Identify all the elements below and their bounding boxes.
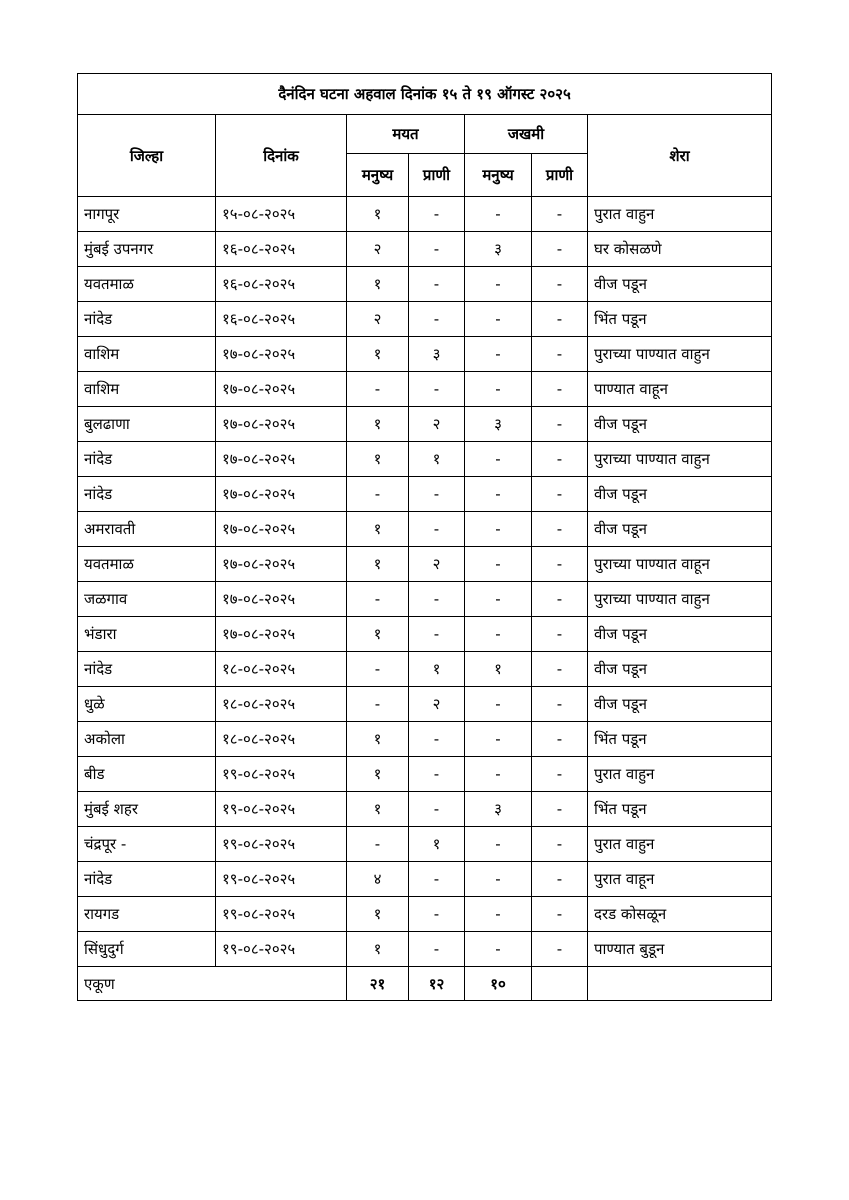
cell-death-human: १ — [347, 757, 409, 792]
cell-death-animal: १ — [409, 442, 465, 477]
cell-injured-animal: - — [532, 477, 588, 512]
table-row — [78, 862, 772, 897]
cell-death-animal: २ — [409, 407, 465, 442]
cell-remark: पुरात वाहून — [588, 862, 772, 897]
cell-injured-human: - — [465, 547, 532, 582]
cell-injured-human: १ — [465, 652, 532, 687]
cell-injured-animal: - — [532, 862, 588, 897]
cell-death-animal: - — [409, 267, 465, 302]
cell-injured-human: - — [465, 827, 532, 862]
cell-death-animal: ३ — [409, 337, 465, 372]
cell-death-animal: - — [409, 372, 465, 407]
cell-death-animal: - — [409, 582, 465, 617]
table-row — [78, 512, 772, 547]
cell-injured-animal: - — [532, 722, 588, 757]
cell-injured-animal: - — [532, 512, 588, 547]
table-row — [78, 302, 772, 337]
cell-death-human: - — [347, 372, 409, 407]
cell-injured-human: - — [465, 302, 532, 337]
cell-district: वाशिम — [78, 372, 216, 407]
cell-district: यवतमाळ — [78, 267, 216, 302]
cell-injured-human: - — [465, 442, 532, 477]
cell-death-human: १ — [347, 617, 409, 652]
header-remarks: शेरा — [588, 115, 772, 197]
cell-death-human: १ — [347, 407, 409, 442]
cell-death-human: ४ — [347, 862, 409, 897]
cell-death-animal: - — [409, 757, 465, 792]
cell-injured-animal: - — [532, 197, 588, 232]
cell-injured-animal: - — [532, 302, 588, 337]
cell-injured-human: - — [465, 372, 532, 407]
cell-district: रायगड — [78, 897, 216, 932]
cell-date: १७-०८-२०२५ — [216, 617, 347, 652]
cell-injured-human: - — [465, 512, 532, 547]
table-row — [78, 582, 772, 617]
cell-death-human: १ — [347, 547, 409, 582]
cell-remark: भिंत पडून — [588, 302, 772, 337]
header-deaths-human: मनुष्य — [347, 154, 409, 197]
table-row — [78, 792, 772, 827]
cell-injured-animal: - — [532, 652, 588, 687]
table-row — [78, 197, 772, 232]
cell-death-animal: - — [409, 862, 465, 897]
cell-death-animal: - — [409, 477, 465, 512]
cell-remark: भिंत पडून — [588, 792, 772, 827]
cell-death-animal: - — [409, 512, 465, 547]
cell-district: यवतमाळ — [78, 547, 216, 582]
table-row — [78, 827, 772, 862]
cell-remark: भिंत पडून — [588, 722, 772, 757]
cell-remark: पुराच्या पाण्यात वाहुन — [588, 442, 772, 477]
cell-death-human: - — [347, 582, 409, 617]
cell-remark: वीज पडून — [588, 652, 772, 687]
cell-death-animal: - — [409, 897, 465, 932]
header-injured-animal: प्राणी — [532, 154, 588, 197]
cell-date: १९-०८-२०२५ — [216, 827, 347, 862]
cell-district: नांदेड — [78, 302, 216, 337]
cell-death-human: - — [347, 652, 409, 687]
cell-district: नांदेड — [78, 652, 216, 687]
cell-date: १९-०८-२०२५ — [216, 897, 347, 932]
cell-injured-animal: - — [532, 757, 588, 792]
table-row — [78, 617, 772, 652]
table-row — [78, 232, 772, 267]
cell-death-animal: - — [409, 932, 465, 967]
cell-injured-animal: - — [532, 267, 588, 302]
cell-remark: पुरात वाहुन — [588, 197, 772, 232]
cell-injured-animal: - — [532, 897, 588, 932]
cell-death-animal: - — [409, 792, 465, 827]
table-row — [78, 372, 772, 407]
header-district: जिल्हा — [78, 115, 216, 197]
cell-death-animal: १ — [409, 652, 465, 687]
cell-injured-animal: - — [532, 372, 588, 407]
cell-date: १७-०८-२०२५ — [216, 442, 347, 477]
cell-injured-human: - — [465, 582, 532, 617]
cell-injured-human: - — [465, 617, 532, 652]
cell-district: बीड — [78, 757, 216, 792]
cell-district: नांदेड — [78, 862, 216, 897]
cell-death-human: १ — [347, 442, 409, 477]
cell-injured-human: - — [465, 932, 532, 967]
cell-injured-animal: - — [532, 547, 588, 582]
cell-remark: वीज पडून — [588, 687, 772, 722]
cell-district: नांदेड — [78, 477, 216, 512]
total-injured-animal — [532, 967, 588, 1001]
cell-remark: पुराच्या पाण्यात वाहुन — [588, 337, 772, 372]
header-date: दिनांक — [216, 115, 347, 197]
cell-date: १८-०८-२०२५ — [216, 652, 347, 687]
cell-date: १७-०८-२०२५ — [216, 337, 347, 372]
cell-death-animal: १ — [409, 827, 465, 862]
cell-injured-animal: - — [532, 617, 588, 652]
cell-remark: पाण्यात बुडून — [588, 932, 772, 967]
cell-death-human: १ — [347, 267, 409, 302]
cell-district: नांदेड — [78, 442, 216, 477]
cell-death-animal: - — [409, 232, 465, 267]
table-row — [78, 757, 772, 792]
cell-injured-human: - — [465, 722, 532, 757]
cell-date: १७-०८-२०२५ — [216, 407, 347, 442]
cell-remark: वीज पडून — [588, 407, 772, 442]
cell-death-animal: - — [409, 617, 465, 652]
cell-remark: पुरात वाहुन — [588, 827, 772, 862]
table-row — [78, 897, 772, 932]
incident-report-table — [77, 73, 772, 1001]
cell-remark: वीज पडून — [588, 267, 772, 302]
total-remark — [588, 967, 772, 1001]
table-row — [78, 267, 772, 302]
cell-remark: पुराच्या पाण्यात वाहून — [588, 547, 772, 582]
cell-death-animal: - — [409, 302, 465, 337]
cell-injured-human: - — [465, 897, 532, 932]
cell-injured-human: - — [465, 337, 532, 372]
cell-injured-animal: - — [532, 232, 588, 267]
cell-injured-animal: - — [532, 407, 588, 442]
cell-death-human: १ — [347, 197, 409, 232]
cell-injured-human: - — [465, 267, 532, 302]
total-death-human: २१ — [347, 967, 409, 1001]
table-row — [78, 722, 772, 757]
cell-death-human: १ — [347, 897, 409, 932]
table-row — [78, 547, 772, 582]
cell-district: अकोला — [78, 722, 216, 757]
cell-district: मुंबई शहर — [78, 792, 216, 827]
total-death-animal: १२ — [409, 967, 465, 1001]
cell-remark: वीज पडून — [588, 477, 772, 512]
table-row — [78, 687, 772, 722]
cell-date: १७-०८-२०२५ — [216, 477, 347, 512]
cell-injured-human: - — [465, 757, 532, 792]
cell-injured-animal: - — [532, 932, 588, 967]
cell-death-human: १ — [347, 722, 409, 757]
cell-injured-human: - — [465, 477, 532, 512]
cell-district: भंडारा — [78, 617, 216, 652]
cell-death-human: २ — [347, 302, 409, 337]
table-row — [78, 652, 772, 687]
cell-remark: वीज पडून — [588, 512, 772, 547]
header-deaths: मयत — [347, 115, 465, 154]
cell-date: १९-०८-२०२५ — [216, 792, 347, 827]
cell-district: अमरावती — [78, 512, 216, 547]
cell-injured-human: - — [465, 687, 532, 722]
cell-district: नागपूर — [78, 197, 216, 232]
cell-district: धुळे — [78, 687, 216, 722]
cell-injured-human: - — [465, 197, 532, 232]
cell-death-animal: - — [409, 722, 465, 757]
cell-district: वाशिम — [78, 337, 216, 372]
cell-injured-animal: - — [532, 792, 588, 827]
table-row — [78, 442, 772, 477]
cell-death-human: - — [347, 687, 409, 722]
cell-date: १७-०८-२०२५ — [216, 582, 347, 617]
cell-injured-animal: - — [532, 442, 588, 477]
header-injured: जखमी — [465, 115, 588, 154]
cell-date: १५-०८-२०२५ — [216, 197, 347, 232]
cell-injured-human: ३ — [465, 232, 532, 267]
cell-injured-animal: - — [532, 827, 588, 862]
cell-death-human: १ — [347, 337, 409, 372]
cell-date: १८-०८-२०२५ — [216, 687, 347, 722]
cell-district: बुलढाणा — [78, 407, 216, 442]
header-deaths-animal: प्राणी — [409, 154, 465, 197]
table-row — [78, 932, 772, 967]
cell-death-human: १ — [347, 932, 409, 967]
cell-death-animal: २ — [409, 687, 465, 722]
cell-death-human: - — [347, 477, 409, 512]
total-row — [78, 967, 772, 1001]
cell-death-human: १ — [347, 792, 409, 827]
cell-remark: दरड कोसळून — [588, 897, 772, 932]
report-title: दैनंदिन घटना अहवाल दिनांक १५ ते १९ ऑगस्ट २०२५ — [78, 74, 772, 115]
cell-death-human: - — [347, 827, 409, 862]
cell-date: १७-०८-२०२५ — [216, 512, 347, 547]
cell-injured-animal: - — [532, 582, 588, 617]
cell-remark: पाण्यात वाहून — [588, 372, 772, 407]
cell-date: १९-०८-२०२५ — [216, 862, 347, 897]
cell-date: १७-०८-२०२५ — [216, 547, 347, 582]
table-row — [78, 407, 772, 442]
table-row — [78, 337, 772, 372]
cell-date: १६-०८-२०२५ — [216, 302, 347, 337]
cell-date: १९-०८-२०२५ — [216, 757, 347, 792]
cell-date: १६-०८-२०२५ — [216, 232, 347, 267]
cell-injured-human: ३ — [465, 792, 532, 827]
cell-remark: पुरात वाहुन — [588, 757, 772, 792]
cell-injured-animal: - — [532, 687, 588, 722]
cell-death-animal: - — [409, 197, 465, 232]
cell-remark: घर कोसळणे — [588, 232, 772, 267]
cell-injured-human: - — [465, 862, 532, 897]
total-injured-human: १० — [465, 967, 532, 1001]
cell-remark: वीज पडून — [588, 617, 772, 652]
cell-date: १८-०८-२०२५ — [216, 722, 347, 757]
cell-injured-human: ३ — [465, 407, 532, 442]
table-row — [78, 477, 772, 512]
cell-death-animal: २ — [409, 547, 465, 582]
cell-date: १७-०८-२०२५ — [216, 372, 347, 407]
header-injured-human: मनुष्य — [465, 154, 532, 197]
cell-death-human: १ — [347, 512, 409, 547]
cell-district: चंद्रपूर - — [78, 827, 216, 862]
cell-death-human: २ — [347, 232, 409, 267]
cell-district: मुंबई उपनगर — [78, 232, 216, 267]
cell-injured-animal: - — [532, 337, 588, 372]
cell-remark: पुराच्या पाण्यात वाहुन — [588, 582, 772, 617]
cell-date: १६-०८-२०२५ — [216, 267, 347, 302]
cell-district: सिंधुदुर्ग — [78, 932, 216, 967]
cell-date: १९-०८-२०२५ — [216, 932, 347, 967]
cell-district: जळगाव — [78, 582, 216, 617]
total-label: एकूण — [78, 967, 347, 1001]
